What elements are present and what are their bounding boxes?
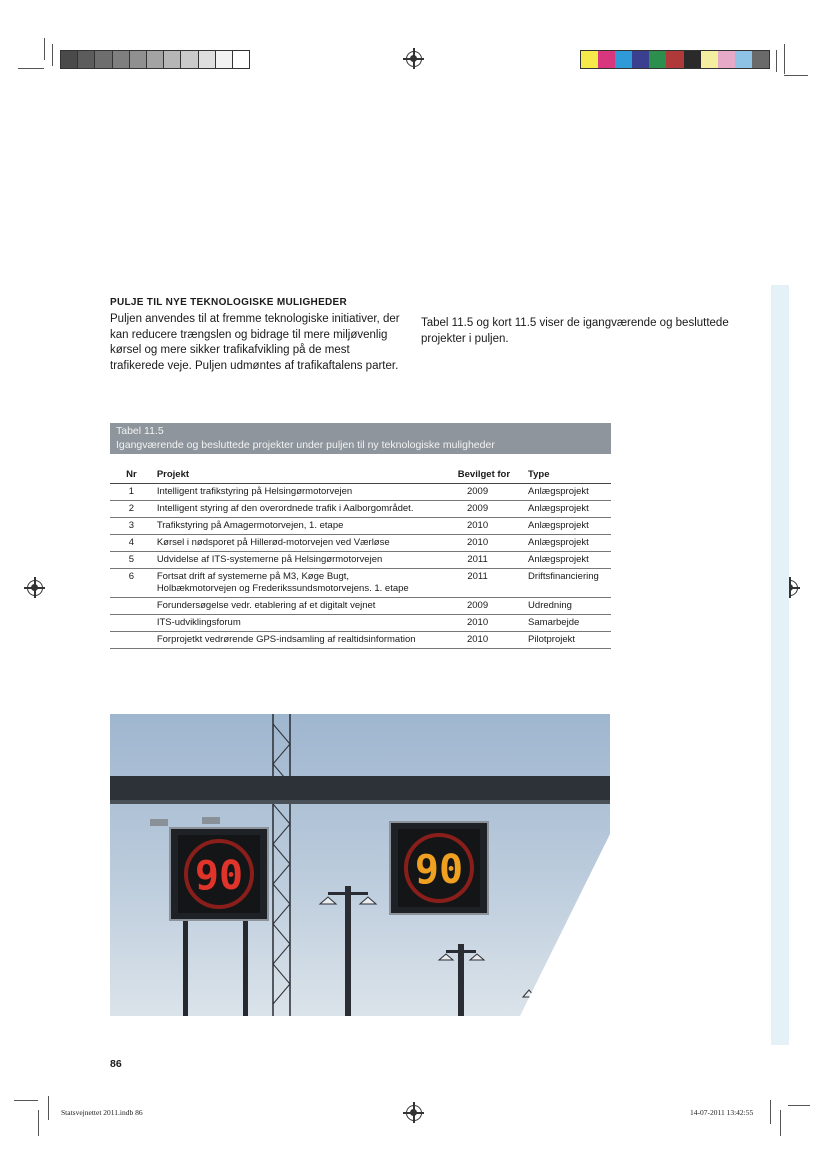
cell-year: 2010 [431, 632, 524, 649]
section-heading: PULJE TIL NYE TEKNOLOGISKE MULIGHEDER [110, 297, 348, 308]
table-row [110, 615, 611, 632]
cell-type: Samarbejde [524, 615, 611, 632]
cell-project: Kørsel i nødsporet på Hillerød-motorvejen ved Værløse [153, 535, 431, 552]
footer-file-info: Statsvejnettet 2011.indb 86 [61, 1108, 143, 1117]
crop-mark [780, 1110, 781, 1136]
table-row [110, 501, 611, 518]
header-year: Bevilget for [431, 466, 524, 484]
cell-project: Trafikstyring på Amagermotorvejen, 1. etape [153, 518, 431, 535]
cell-nr: 4 [110, 535, 153, 552]
registration-mark-icon [406, 51, 422, 67]
cell-type: Anlægsprojekt [524, 552, 611, 569]
speed-sign-left [170, 828, 268, 920]
cell-nr: 2 [110, 501, 153, 518]
cell-year: 2009 [431, 501, 524, 518]
header-project: Projekt [153, 466, 431, 484]
cell-year: 2009 [431, 598, 524, 615]
cell-year: 2010 [431, 518, 524, 535]
cell-nr [110, 632, 153, 649]
crop-mark [38, 1110, 39, 1136]
table-row [110, 552, 611, 569]
cell-year: 2009 [431, 484, 524, 501]
cell-type: Driftsfinanciering [524, 569, 611, 598]
gantry-beam [110, 776, 610, 800]
cell-nr: 3 [110, 518, 153, 535]
table-caption-box [110, 423, 611, 454]
crop-mark [784, 75, 808, 76]
speed-sign-right [390, 822, 488, 914]
table-row [110, 598, 611, 615]
crop-mark [14, 1100, 38, 1101]
cell-year: 2011 [431, 569, 524, 598]
speed-sign-photo [110, 714, 610, 1016]
page-number: 86 [110, 1058, 122, 1070]
registration-mark-icon [406, 1105, 422, 1121]
cell-project: Intelligent trafikstyring på Helsingørmotorvejen [153, 484, 431, 501]
crop-mark [784, 44, 785, 74]
cell-type: Anlægsprojekt [524, 518, 611, 535]
cell-project: Forprojetkt vedrørende GPS-indsamling af realtidsinformation [153, 632, 431, 649]
color-calibration-bar [580, 50, 770, 69]
header-type: Type [524, 466, 611, 484]
cell-year: 2010 [431, 615, 524, 632]
crop-mark [776, 50, 777, 72]
crop-mark [18, 68, 44, 69]
table-row [110, 518, 611, 535]
cell-project: Fortsat drift af systemerne på M3, Køge Bugt, Holbækmotorvejen og Frederikssundsmotorvejens. 1. etape [153, 569, 431, 598]
header-nr: Nr [110, 466, 153, 484]
cell-project: ITS-udviklingsforum [153, 615, 431, 632]
cell-type: Anlægsprojekt [524, 501, 611, 518]
crop-mark [770, 1100, 771, 1124]
cell-project: Forundersøgelse vedr. etablering af et digitalt vejnet [153, 598, 431, 615]
cell-type: Udredning [524, 598, 611, 615]
table-header-row [110, 466, 611, 484]
cell-year: 2011 [431, 552, 524, 569]
table-row [110, 632, 611, 649]
section-text-left: Puljen anvendes til at fremme teknologiske initiativer, der kan reducere trængslen og bidrage til mere miljøvenlig kørsel og mere sikker trafikafvikling på de mest trafikerede veje. Puljen udmøntes af trafikaftalens parter. [110, 313, 400, 372]
cell-type: Anlægsprojekt [524, 535, 611, 552]
table-row [110, 535, 611, 552]
crop-mark [48, 1096, 49, 1120]
footer-timestamp: 14-07-2011 13:42:55 [690, 1108, 754, 1117]
cell-project: Intelligent styring af den overordnede trafik i Aalborgområdet. [153, 501, 431, 518]
section-text-right: Tabel 11.5 og kort 11.5 viser de igangværende og besluttede projekter i puljen. [421, 317, 729, 345]
cell-type: Pilotprojekt [524, 632, 611, 649]
cell-nr [110, 598, 153, 615]
sign-left-digits: 90 [194, 853, 244, 899]
cell-year: 2010 [431, 535, 524, 552]
registration-mark-icon [27, 580, 43, 596]
sign-right-digits: 90 [414, 847, 464, 893]
cell-nr [110, 615, 153, 632]
table-row [110, 484, 611, 501]
cell-nr: 5 [110, 552, 153, 569]
grayscale-calibration-bar [60, 50, 250, 69]
cell-nr: 6 [110, 569, 153, 598]
cell-nr: 1 [110, 484, 153, 501]
cell-project: Udvidelse af ITS-systemerne på Helsingørmotorvejen [153, 552, 431, 569]
crop-mark [44, 38, 45, 60]
table-row [110, 569, 611, 598]
crop-mark [788, 1105, 810, 1106]
projects-table [110, 466, 611, 649]
cell-type: Anlægsprojekt [524, 484, 611, 501]
photo-illustration [110, 714, 610, 1016]
table-label: Tabel 11.5 [116, 425, 164, 437]
crop-mark [52, 44, 53, 66]
table-caption: Igangværende og besluttede projekter under puljen til ny teknologiske muligheder [116, 439, 495, 451]
side-color-strip [771, 285, 789, 1045]
